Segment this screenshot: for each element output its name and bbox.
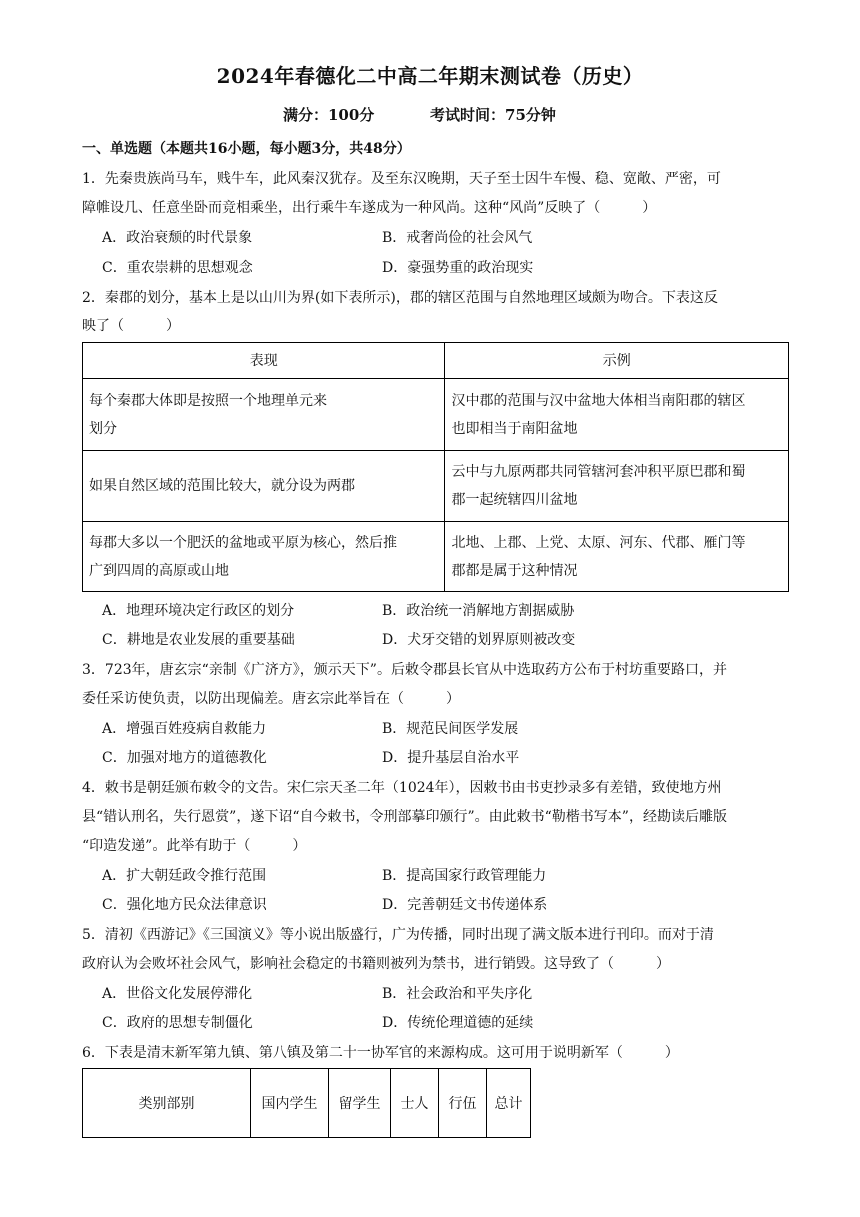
q4-option-d: D．完善朝廷文书传递体系 xyxy=(382,897,548,913)
q6-table xyxy=(82,1068,531,1138)
table-header-cell: 类别部别 xyxy=(83,1069,251,1138)
cell-line: 也即相当于南阳盆地 xyxy=(451,420,578,437)
q4-stem-line3: “印造发递”。此举有助于（ ） xyxy=(82,838,307,854)
page-title: 2024年春德化二中高二年期末测试卷（历史） xyxy=(216,64,644,88)
q5-option-b: B．社会政治和平失序化 xyxy=(382,986,533,1002)
table-header-cell: 示例 xyxy=(445,343,789,379)
full-score: 满分：100分 xyxy=(283,106,375,124)
table-header-row xyxy=(83,1069,531,1138)
table-cell xyxy=(445,451,789,522)
q4-stem-line2: 县“错认刑名，失行恩赏”，遂下诏“自今敕书，令刑部摹印颁行”。由此敕书“勒楷书写本”，经勘读后雕版 xyxy=(82,809,727,825)
q3-option-a: A．增强百姓疫病自救能力 xyxy=(102,721,267,737)
table-header-cell: 士人 xyxy=(391,1069,439,1138)
table-cell xyxy=(445,522,789,592)
q2-stem-line2: 映了（ ） xyxy=(82,318,180,334)
q1-stem-line1: 1．先秦贵族尚马车，贱牛车，此风秦汉犹存。及至东汉晚期，天子至士因牛车慢、稳、宽敞、严密，可 xyxy=(82,171,721,187)
q4-stem-line1: 4．敕书是朝廷颁布敕令的文告。宋仁宗天圣二年（1024年），因敕书由书吏抄录多有差错，致使地方州 xyxy=(82,780,722,796)
cell-line: 郡一起统辖四川盆地 xyxy=(451,492,578,508)
q4-option-a: A．扩大朝廷政令推行范围 xyxy=(102,868,267,884)
cell-line: 广到四周的高原或山地 xyxy=(89,562,229,579)
cell-line: 如果自然区域的范围比较大，就分设为两郡 xyxy=(89,478,355,494)
q2-stem-line1: 2．秦郡的划分，基本上是以山川为界(如下表所示)，郡的辖区范围与自然地理区域颇为吻合。下表这反 xyxy=(82,290,718,306)
q6-stem-line1: 6．下表是清末新军第九镇、第八镇及第二十一协军官的来源构成。这可用于说明新军（ ） xyxy=(82,1045,679,1061)
cell-line: 划分 xyxy=(89,420,117,437)
q1-option-b: B．戒奢尚俭的社会风气 xyxy=(382,230,533,246)
q4-option-b: B．提高国家行政管理能力 xyxy=(382,868,547,884)
q2-option-b: B．政治统一消解地方割据威胁 xyxy=(382,603,575,619)
q2-table xyxy=(82,342,789,592)
table-cell xyxy=(445,379,789,451)
q5-stem-line2: 政府认为会败坏社会风气，影响社会稳定的书籍则被列为禁书，进行销毁。这导致了（ ） xyxy=(82,956,670,972)
table-row xyxy=(83,522,789,592)
table-row xyxy=(83,451,789,522)
table-cell xyxy=(83,451,445,522)
q2-option-d: D．犬牙交错的划界原则被改变 xyxy=(382,632,576,648)
table-header-cell: 表现 xyxy=(83,343,445,379)
q5-option-d: D．传统伦理道德的延续 xyxy=(382,1015,534,1031)
table-header-cell: 总计 xyxy=(487,1069,531,1138)
table-header-cell: 国内学生 xyxy=(251,1069,329,1138)
q1-option-c: C．重农崇耕的思想观念 xyxy=(102,260,253,276)
q2-option-a: A．地理环境决定行政区的划分 xyxy=(102,603,295,619)
q3-stem-line2: 委任采访使负责，以防出现偏差。唐玄宗此举旨在（ ） xyxy=(82,691,460,707)
cell-line: 云中与九原两郡共同管辖河套冲积平原巴郡和蜀 xyxy=(451,464,746,480)
q3-option-b: B．规范民间医学发展 xyxy=(382,721,519,737)
table-header-row xyxy=(83,343,789,379)
q5-stem-line1: 5．清初《西游记》《三国演义》等小说出版盛行，广为传播，同时出现了满文版本进行刊印。而对于清 xyxy=(82,927,714,943)
table-row xyxy=(83,379,789,451)
cell-line: 每个秦郡大体即是按照一个地理单元来 xyxy=(89,392,327,409)
q3-option-d: D．提升基层自治水平 xyxy=(382,750,520,766)
cell-line: 每郡大多以一个肥沃的盆地或平原为核心，然后推 xyxy=(89,534,397,551)
q1-option-d: D．豪强势重的政治现实 xyxy=(382,260,534,276)
cell-line: 北地、上郡、上党、太原、河东、代郡、雁门等 xyxy=(451,534,746,551)
table-cell xyxy=(83,379,445,451)
table-header-cell: 留学生 xyxy=(329,1069,391,1138)
q1-option-a: A．政治衰颓的时代景象 xyxy=(102,230,253,246)
q3-option-c: C．加强对地方的道德教化 xyxy=(102,750,267,766)
q3-stem-line1: 3．723年，唐玄宗“亲制《广济方》，颁示天下”。后敕令郡县长官从中选取药方公布于村坊重要路口，并 xyxy=(82,662,727,678)
q5-option-c: C．政府的思想专制僵化 xyxy=(102,1015,253,1031)
cell-line: 汉中郡的范围与汉中盆地大体相当南阳郡的辖区 xyxy=(451,392,746,409)
q1-stem-line2: 障帷设几、任意坐卧而竞相乘坐，出行乘牛车遂成为一种风尚。这种“风尚”反映了（ ） xyxy=(82,200,657,216)
exam-time: 考试时间：75分钟 xyxy=(430,106,556,124)
table-cell xyxy=(83,522,445,592)
cell-line: 郡都是属于这种情况 xyxy=(451,562,578,579)
q4-option-c: C．强化地方民众法律意识 xyxy=(102,897,267,913)
q2-option-c: C．耕地是农业发展的重要基础 xyxy=(102,632,295,648)
table-header-cell: 行伍 xyxy=(439,1069,487,1138)
section-heading: 一、单选题（本题共16小题，每小题3分，共48分） xyxy=(82,141,411,157)
q5-option-a: A．世俗文化发展停滞化 xyxy=(102,986,253,1002)
